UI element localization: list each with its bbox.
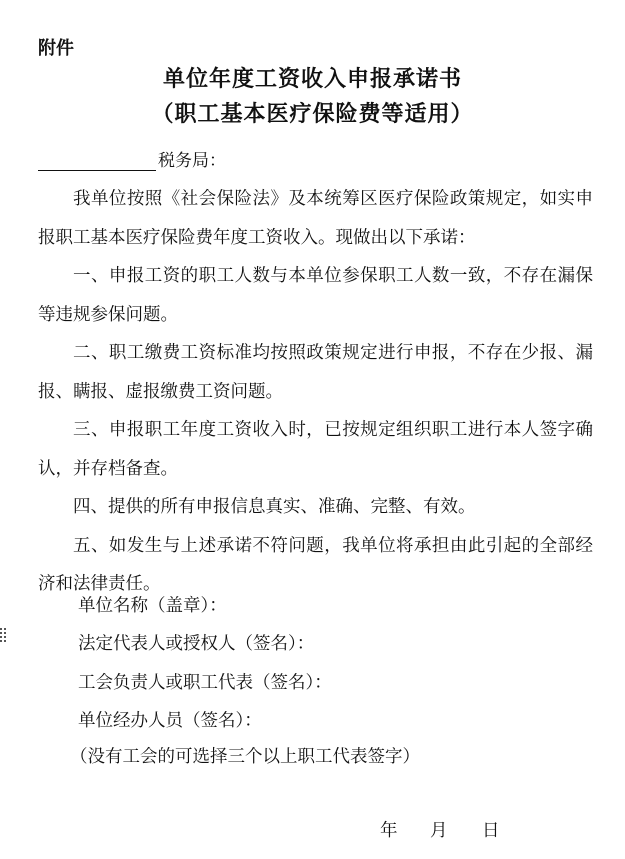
- paragraph-item-2: 二、职工缴费工资标准均按照政策规定进行申报，不存在少报、漏报、瞒报、虚报缴费工资问题。: [38, 343, 593, 402]
- commitment-body: [38, 180, 593, 604]
- date-line: [380, 817, 500, 842]
- tax-bureau-blank: [38, 150, 156, 171]
- paragraph-item-1: 一、申报工资的职工人数与本单位参保职工人数一致，不存在漏保等违规参保问题。: [38, 266, 593, 325]
- addressee-line: [38, 146, 226, 171]
- handler-signature-line: 单位经办人员（签名）：: [78, 711, 262, 731]
- paragraph-item-3: 三、申报职工年度工资收入时，已按规定组织职工进行本人签字确认，并存档备查。: [38, 420, 593, 479]
- unit-name-seal-line: 单位名称（盖章）：: [78, 596, 227, 616]
- union-rep-signature-line: 工会负责人或职工代表（签名）：: [78, 673, 332, 693]
- date-day: 日: [482, 821, 500, 841]
- date-month: 月: [430, 821, 448, 841]
- paragraph-item-4: 四、提供的所有申报信息真实、准确、完整、有效。: [73, 497, 476, 517]
- paragraph-intro: 我单位按照《社会保险法》及本统筹区医疗保险政策规定，如实申报职工基本医疗保险费年度工资收入。现做出以下承诺：: [38, 189, 593, 248]
- document-subtitle: （职工基本医疗保险费等适用）: [151, 102, 474, 127]
- attachment-label: 附件: [38, 38, 74, 59]
- paragraph-item-5: 五、如发生与上述承诺不符问题，我单位将承担由此引起的全部经济和法律责任。: [38, 535, 593, 594]
- union-note: （没有工会的可选择三个以上职工代表签字）: [70, 747, 420, 767]
- legal-rep-signature-line: 法定代表人或授权人（签名）：: [78, 634, 315, 654]
- addressee-suffix: 税务局：: [158, 151, 226, 171]
- margin-dots-icon: [0, 628, 6, 642]
- document-title: 单位年度工资收入申报承诺书: [162, 67, 462, 92]
- date-year: 年: [380, 821, 398, 841]
